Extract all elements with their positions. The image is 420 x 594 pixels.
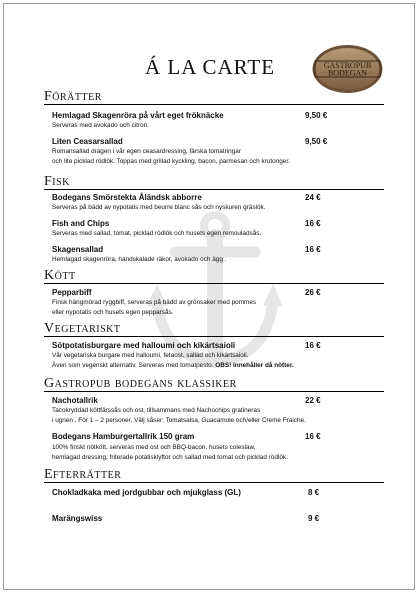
menu-item-price: 16 €: [305, 341, 321, 350]
menu-item-description: Finsk hängmörad ryggbiff, serveras på bädd av grönsaker med pommes eller nypotatis och husets egen pepparsås.: [52, 299, 257, 316]
menu-item-name: Skagensallad: [52, 245, 104, 254]
logo-text-line1: GASTROPUB: [323, 61, 372, 70]
menu-item-price: 9 €: [308, 514, 320, 523]
menu-item-description: [52, 351, 382, 370]
menu-item-name: Fish and Chips: [52, 219, 110, 228]
menu-item-price: 22 €: [305, 396, 321, 405]
menu-item-price: 8 €: [308, 488, 320, 497]
menu-item-description: Serveras med avokado och citron.: [52, 122, 149, 129]
menu-item-price: 16 €: [305, 245, 321, 254]
menu-item-price: 26 €: [305, 288, 321, 297]
menu-item-price: 16 €: [305, 219, 321, 228]
menu-item-name: Marängswiss: [52, 514, 103, 523]
menu-item-description: Serveras med sallad, tomat, picklad rödlök och husets egen remouladsås.: [52, 230, 262, 237]
menu-item-name: Nachotallrik: [52, 396, 98, 405]
menu-item-price: 9,50 €: [305, 137, 328, 146]
logo-text-line2: BODEGAN: [327, 68, 368, 78]
section-heading-kott: Kött: [44, 268, 384, 284]
menu-item-description: Tacokryddad köttfärssås och ost, tillsammans med Nachochips gratineras i ugnen . För 1 – 2 personer. Välj såser; Tomatsalsa, Guacamole och/eller Creme Fraiche.: [52, 407, 306, 424]
menu-item-description: Romansallad dragen i vår egen ceasardressing, färska tomatringar och lite picklad rödlök. Toppas med grillad kyckling, bacon, parmesan och krutonger.: [52, 148, 290, 165]
description-text: Vår vegetariska burgare med halloumi, fetaost, sallad och kikärtsaioli. Även som vegenskt alternativ. Serveras med tomatpesto.: [52, 352, 249, 369]
section-heading-vegetariskt: Vegetariskt: [44, 321, 384, 337]
menu-item-price: 16 €: [305, 432, 321, 441]
menu-item-name: Chokladkaka med jordgubbar och mjukglass (GL): [52, 488, 241, 497]
menu-item-name: Pepparbiff: [52, 288, 92, 297]
section-heading-foratter: Förätter: [44, 89, 384, 105]
menu-item-name: Bodegans Smörstekta Åländsk abborre: [52, 193, 202, 202]
menu-item-name: Hemlagad Skagenröra på vårt eget fröknäcke: [52, 111, 224, 120]
menu-item-name: Sötpotatisburgare med halloumi och kikärtsaioli: [52, 341, 236, 350]
section-heading-efterratter: Efterrätter: [44, 467, 384, 483]
allergy-note: OBS! Innehåller då nötter.: [215, 361, 294, 369]
menu-item-description: Serveras på bädd av nypotatis med beurre blanc sås och nyskuren gräslök.: [52, 204, 266, 211]
menu-item-name: Bodegans Hamburgertallrik 150 gram: [52, 432, 195, 441]
page-title: Á LA CARTE: [144, 55, 276, 79]
menu-item-price: 24 €: [305, 193, 321, 202]
menu-item-name: Liten Ceasarsallad: [52, 137, 123, 146]
menu-item-description: Hemlagad skagenröra, handskalade räkor, avokado och ägg .: [52, 256, 227, 263]
section-heading-fisk: Fisk: [44, 174, 384, 190]
menu-item-description: 100% finskt nötkött, serveras med ost och BBQ-bacon, husets coleslaw, hemlagad dressing, friterade potatisklyftor och sallad med tomat och picklad rödlök.: [52, 444, 288, 461]
menu-item-price: 9,50 €: [305, 111, 328, 120]
section-heading-klassiker: Gastropub bodegans klassiker: [44, 376, 384, 392]
